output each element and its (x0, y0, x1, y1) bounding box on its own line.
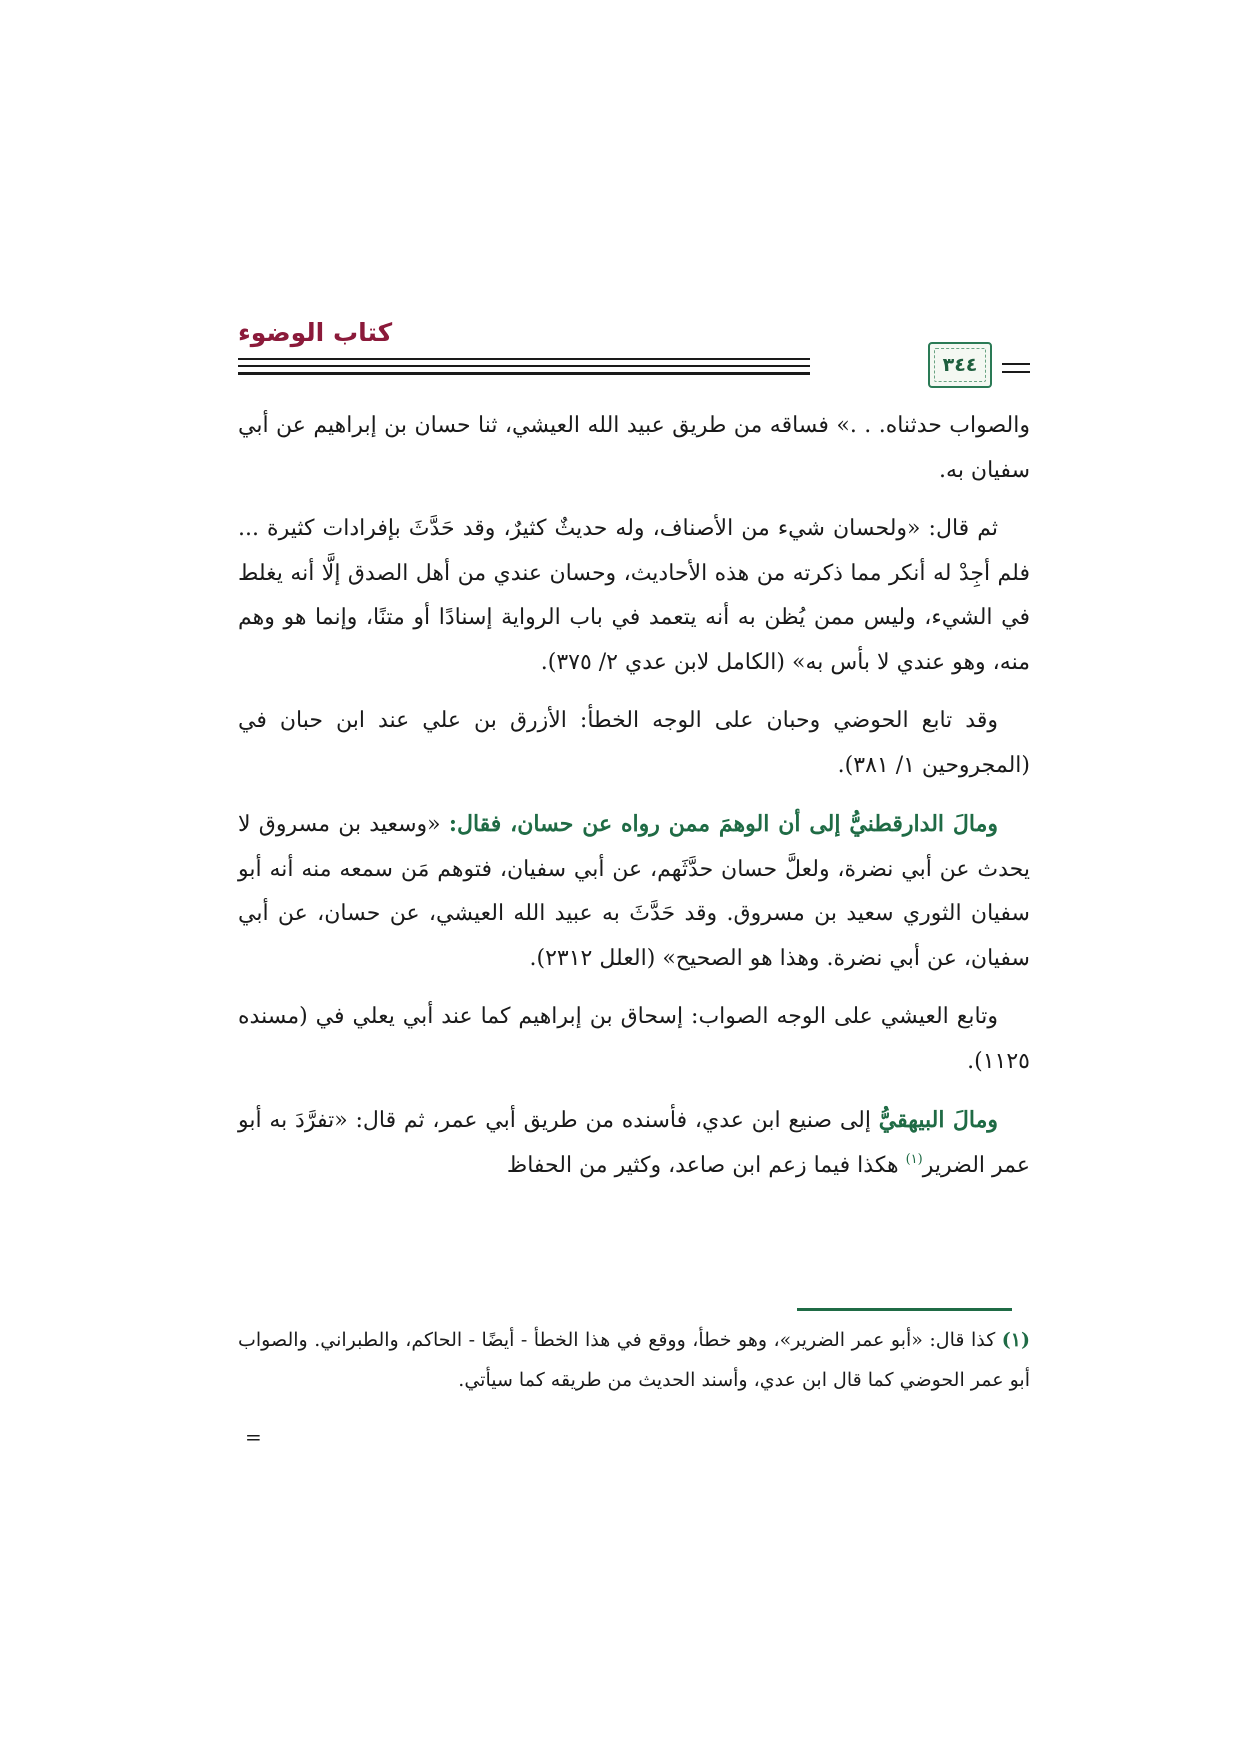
paragraph-6 (238, 1098, 1030, 1188)
page-number: ٣٤٤ (934, 348, 986, 382)
paragraph-4 (238, 802, 1030, 981)
header-rule (1002, 371, 1030, 373)
book-title: كتاب الوضوء (238, 318, 393, 347)
paragraph-1: والصواب حدثناه. . .» فساقه من طريق عبيد الله العيشي، ثنا حسان بن إبراهيم عن أبي سفيان به. (238, 413, 1030, 483)
main-text (238, 404, 1030, 1202)
page-header (238, 318, 1030, 390)
header-rule (1002, 363, 1030, 365)
page-number-badge (928, 342, 992, 388)
paragraph-2: ثم قال: «ولحسان شيء من الأصناف، وله حديثٌ كثيرٌ، وقد حَدَّثَ بإفرادات كثيرة ... فلم أجِدْ له أنكر مما ذكرته من هذه الأحاديث، وحسان عندي من أهل الصدق إلَّا أنه يغلط في الشيء، وليس ممن يُظن به أنه يتعمد في باب الرواية إسنادًا أو متنًا، وإنما هو وهم منه، وهو عندي لا بأس به» (الكامل لابن عدي ٢/ ٣٧٥). (238, 516, 1030, 675)
header-rule (238, 358, 810, 360)
emphasis-lead: ومالَ الدارقطنيُّ إلى أن الوهمَ ممن رواه عن حسان، فقال: (448, 811, 998, 837)
paragraph-3: وقد تابع الحوضي وحبان على الوجه الخطأ: الأزرق بن علي عند ابن حبان في (المجروحين ١/ ٣٨١). (238, 708, 1030, 778)
footnote-text: كذا قال: «أبو عمر الضرير»، وهو خطأ، ووقع في هذا الخطأ - أيضًا - الحاكم، والطبراني. والصواب أبو عمر الحوضي كما قال ابن عدي، وأسند الحديث من طريقه كما سيأتي. (238, 1329, 1030, 1391)
paragraph-text: هكذا فيما زعم ابن صاعد، وكثير من الحفاظ (506, 1152, 906, 1178)
paragraph-5: وتابع العيشي على الوجه الصواب: إسحاق بن إبراهيم كما عند أبي يعلي في (مسنده ١١٢٥). (238, 1004, 1030, 1074)
footnote-continuation-mark: = (245, 1425, 262, 1449)
emphasis-lead: ومالَ البيهقيُّ (878, 1107, 998, 1133)
footnote-marker: (١) (1001, 1329, 1030, 1351)
header-rule (238, 372, 810, 375)
footnote-separator (797, 1308, 1012, 1311)
paragraph-text: إلى صنيع ابن عدي، فأسنده من طريق أبي عمر، ثم قال: «تفرَّدَ به أبو عمر الضرير (238, 1108, 1030, 1178)
footnote-reference[interactable]: (١) (905, 1151, 923, 1167)
header-rule (238, 365, 810, 367)
footnote (238, 1320, 1030, 1400)
paragraph-text: «وسعيد بن مسروق لا يحدث عن أبي نضرة، ولعلَّ حسان حدَّثَهم، عن أبي سفيان، فتوهم مَن سمعه منه أنه أبو سفيان الثوري سعيد بن مسروق. وقد حَدَّثَ به عبيد الله العيشي، عن حسان، عن أبي سفيان، عن أبي نضرة. وهذا هو الصحيح» (العلل ٢٣١٢). (238, 812, 1030, 971)
